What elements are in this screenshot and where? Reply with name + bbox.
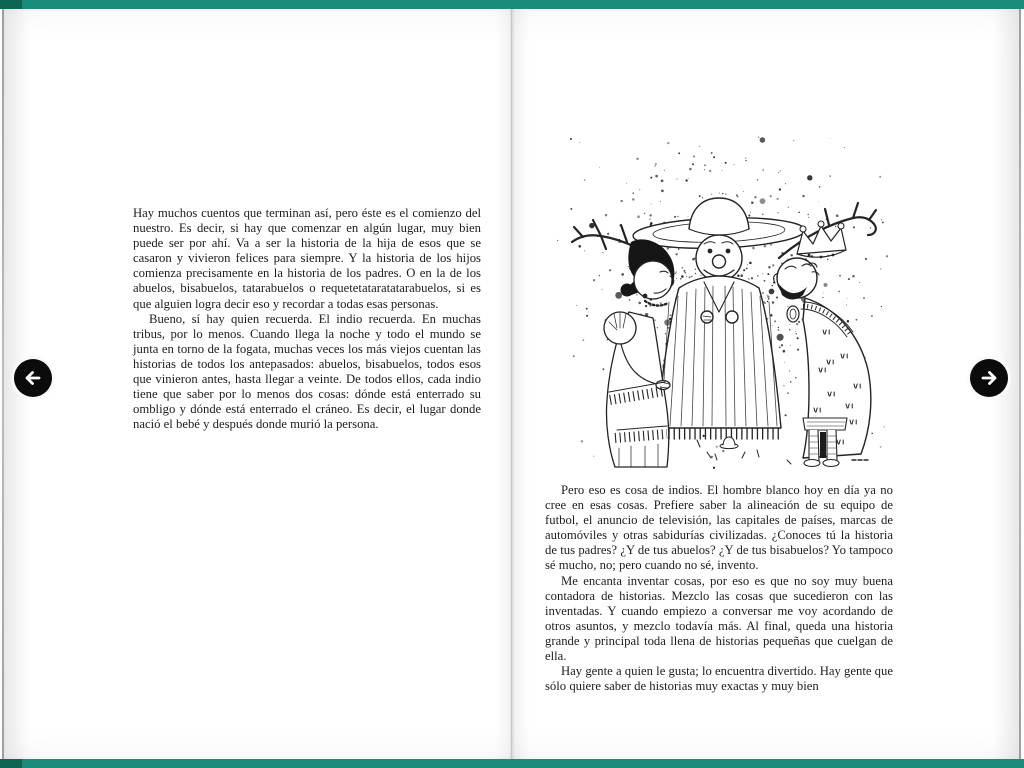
left-page-text — [133, 206, 481, 432]
next-page-button[interactable] — [970, 359, 1008, 397]
book-illustration — [556, 130, 888, 470]
arrow-left-icon — [22, 367, 44, 389]
reader-top-bar — [0, 0, 1024, 9]
reader-bottom-corner-tab — [0, 759, 22, 768]
paragraph: Hay muchos cuentos que terminan así, pero éste es el comienzo del nuestro. Es decir, si hay que comenzar en algún lugar, muy bien puede ser por ahí. Va a ser la historia de la hija de esos que se casaron y vivieron felices para siempre. Y la historia de los hijos comienza precisamente en la historia de los padres. O en la de los abuelos, bisabuelos, tatarabuelos o requetetataratatarabuelos, si es que alguien logra decir eso y recordar a todas esas personas. — [133, 206, 481, 311]
prev-page-button[interactable] — [14, 359, 52, 397]
king-figure — [774, 221, 871, 467]
paragraph: Bueno, sí hay quien recuerda. El indio recuerda. En muchas tribus, por lo menos. Cuando llega la noche y todo el mundo se junta en torno de la fogata, muchas veces los más viejos cuentan las historias de todos los antepasados: abuelos, bisabuelos, todos esos que vinieron antes, hasta llegar a veinte. De todos ellos, cada indio tiene que saber por lo menos dos cosas: dónde está enterrado su ombligo y dónde está enterrado el cráneo. Es decir, el lugar donde nació el bebé y después donde murió la persona. — [133, 311, 481, 432]
reader-bottom-bar — [0, 759, 1024, 768]
paragraph: Me encanta inventar cosas, por eso es que no soy muy buena contadora de historias. Mezclo las cosas que sucedieron con las inventadas. Y cuando empiezo a conversar me voy acordando de otros asuntos, y mezclo todavía más. Al final, queda una historia grande y principal toda llena de historias pequeñas que cuelgan de ella. — [545, 573, 893, 664]
page-stack-edge-left — [2, 9, 4, 759]
reader-top-corner-tab — [0, 0, 22, 9]
right-page-text — [545, 483, 893, 694]
paragraph: Hay gente a quien le gusta; lo encuentra divertido. Hay gente que sólo quiere saber de historias muy exactas y muy bien — [545, 664, 893, 694]
arrow-right-icon — [978, 367, 1000, 389]
woman-figure — [604, 239, 674, 467]
paragraph: Pero eso es cosa de indios. El hombre blanco hoy en día ya no cree en esas cosas. Prefiere saber la alineación de su equipo de futbol, el anuncio de televisión, las capitales de países, marcas de automóviles y otras sabidurías civilizadas. ¿Conoces tú la historia de tus padres? ¿Y de tus abuelos? ¿Y de tus bisabuelos? Yo tampoco sé mucho, no; pero cuando no sé, invento. — [545, 483, 893, 573]
page-stack-edge-right — [1019, 9, 1021, 759]
